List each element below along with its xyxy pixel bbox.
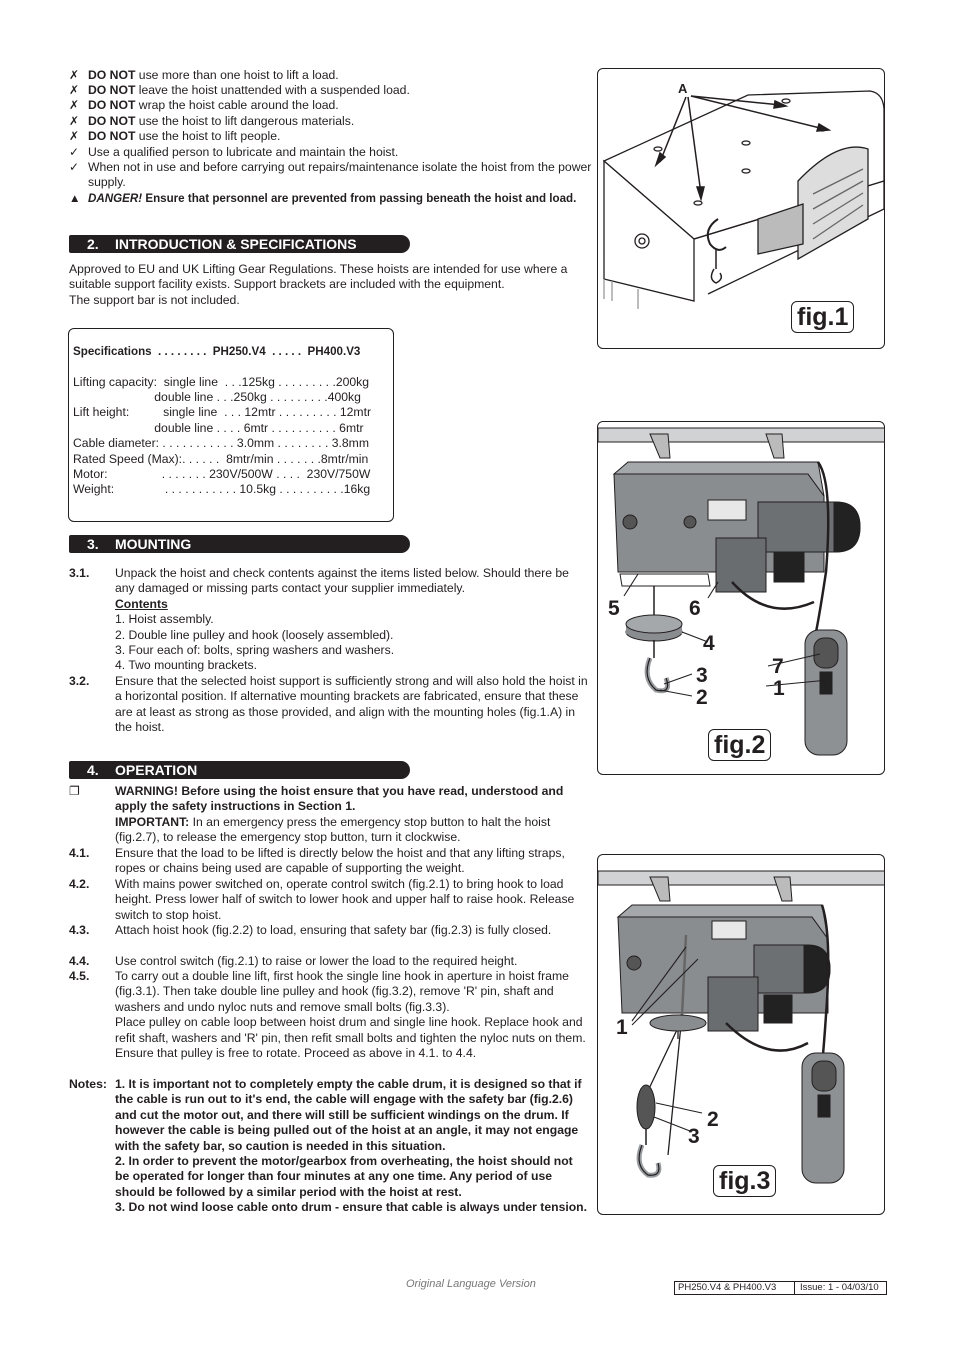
spec-row: double line . . .250kg . . . . . . . . .400kg [73,390,361,404]
item-text: Attach hoist hook (fig.2.2) to load, ensuring that safety bar (fig.2.3) is fully closed. [115,923,552,937]
callout-1: 1 [773,677,785,700]
item-text: Place pulley on cable loop between hoist drum and single line hook. Replace hook and refit shaft, washers and 'R' pin, then refit small bolts and tighten the nyloc nuts on them. Ensure that pulley is free to rotate. Proceed as above in 4.1. to 4.4. [115,1015,586,1061]
spec-header: Specifications . . . . . . . . PH250.V4 . . . . . PH400.V3 [73,345,361,358]
operation-item [69,877,589,923]
item-text: Use control switch (fig.2.1) to raise or lower the load to the required height. [115,954,518,968]
item-number: 3.1. [69,566,90,580]
safety-item [69,160,594,191]
callout-3: 3 [696,664,708,687]
item-number: 3.2. [69,674,90,688]
safety-item [69,98,594,113]
spec-row: Lifting capacity: single line . . .125kg . . . . . . . . .200kg [73,375,370,389]
callout-5: 5 [608,597,620,620]
warning-text: WARNING! Before using the hoist ensure that you have read, understood and apply the safety instructions in Section 1. [115,784,564,814]
do-not-label: DO NOT [88,83,136,97]
notes-block [69,1077,589,1216]
section-title: OPERATION [115,762,198,778]
do-not-label: DO NOT [88,68,136,82]
note-text: 1. It is important not to completely empty the cable drum, it is designed so that if the cable is run out to it's end, the cable will engage with the safety bar (fig.2.6) and cut the motor out, and there will still be sufficient windings on the drum. If however the cable is being pulled out of the hoist at an angle, it may not engage with the safety bar, so caution is needed in this situation. [115,1077,582,1153]
footer-divider [794,1282,795,1294]
callout-6: 6 [689,597,701,620]
section-heading-mounting [69,535,410,553]
mounting-item [69,674,589,736]
safety-item [69,83,594,98]
notes-label: Notes: [69,1077,107,1091]
do-not-label: DO NOT [88,98,136,112]
footer-models: PH250.V4 & PH400.V3 [678,1282,777,1293]
safety-text: wrap the hoist cable around the load. [135,98,339,112]
mounting-item [69,566,589,674]
contents-item: 3. Four each of: bolts, spring washers and washers. [115,643,395,658]
section-title: MOUNTING [115,536,192,552]
safety-text: use the hoist to lift people. [135,129,281,143]
section-title: INTRODUCTION & SPECIFICATIONS [115,236,357,252]
danger-label: DANGER! [88,192,143,205]
check-icon: ✓ [69,145,80,159]
cross-icon: ✗ [69,83,80,97]
spec-row: Lift height: single line . . . 12mtr . . . . . . . . . 12mtr [73,405,372,419]
safety-text: When not in use and before carrying out repairs/maintenance isolate the hoist from the power supply. [88,160,592,190]
safety-item [69,129,594,144]
intro-paragraph: Approved to EU and UK Lifting Gear Regulations. These hoists are intended for use where a suitable support facility exists. Support brackets are included with the equipment. [69,262,568,292]
intro-note: The support bar is not included. [69,293,240,307]
contents-item: 2. Double line pulley and hook (loosely assembled). [115,627,394,642]
spec-row: Rated Speed (Max):. . . . . . 8mtr/min . . . . . . .8mtr/min [73,452,369,466]
safety-text: use more than one hoist to lift a load. [135,68,339,82]
figure-3 [597,854,885,1215]
important-text: In an emergency press the emergency stop button to halt the hoist (fig.2.7), to release the emergency stop button, turn it clockwise. [115,814,551,845]
section-number: 4. [87,762,99,778]
footer-issue: Issue: 1 - 04/03/10 [800,1282,879,1293]
item-text: To carry out a double line lift, first hook the single line hook in aperture in hoist frame (fig.3.1). Then take double line pulley and hook (fig.3.2), remove 'R' pin, shaft and washers and undo nyloc nuts and remove small bolts (fig.3.3). [115,969,569,1014]
hoist-single-line-illustration [598,422,885,775]
safety-item [69,114,594,129]
item-number: 4.2. [69,877,90,891]
warning-triangle-icon: ▲ [69,192,81,205]
note-text: 3. Do not wind loose cable onto drum - ensure that cable is always under tension. [115,1200,588,1215]
item-number: 4.3. [69,923,90,937]
safety-item [69,68,594,83]
cross-icon: ✗ [69,129,80,143]
operation-item [69,846,589,877]
fig3-label: fig.3 [713,1165,776,1197]
item-text: With mains power switched on, operate control switch (fig.2.1) to bring hook to load height. Press lower half of switch to lower hook and upper half to raise hook. Release switch to stop hoist. [115,877,575,922]
safety-item [69,145,594,160]
safety-text: use the hoist to lift dangerous materials. [135,114,355,128]
section-heading-operation [69,761,410,779]
safety-text: leave the hoist unattended with a suspended load. [135,83,410,97]
danger-text: Ensure that personnel are prevented from passing beneath the hoist and load. [142,192,577,205]
item-text: Unpack the hoist and check contents against the items listed below. Should there be any damaged or missing parts contact your supplier immediately. [115,566,569,596]
section-heading-introduction [69,235,410,253]
spec-row: Weight: . . . . . . . . . . . 10.5kg . . . . . . . . . .16kg [73,482,371,496]
item-number: 4.1. [69,846,90,860]
note-text: 2. In order to prevent the motor/gearbox from overheating, the hoist should not be operated for longer than four minutes at any one time. Any period of use should be followed by a similar period with the hoist at rest. [115,1154,573,1199]
warning-block [69,784,589,846]
item-text: Ensure that the selected hoist support is sufficiently strong and will also hold the hoist in a horizontal position. If alternative mounting brackets are fabricated, ensure that these are at least as strong as those provided, and align with the mounting holes (fig.1.A) in the hoist. [115,674,588,735]
do-not-label: DO NOT [88,129,136,143]
callout-2: 2 [707,1108,719,1131]
callout-a: A [678,81,688,96]
contents-heading: Contents [115,596,168,611]
callout-4: 4 [703,632,715,655]
item-text: Ensure that the load to be lifted is directly below the hoist and that any lifting straps, ropes or chains being used are capable of supporting the weight. [115,846,565,876]
operation-item [69,923,589,938]
fig2-label: fig.2 [708,729,771,761]
section-number: 2. [87,236,99,252]
cross-icon: ✗ [69,98,80,112]
danger-item [69,191,594,206]
cross-icon: ✗ [69,68,80,82]
figure-2 [597,421,885,775]
spec-row: Cable diameter: . . . . . . . . . . . 3.0mm . . . . . . . . 3.8mm [73,436,369,450]
contents-item: 4. Two mounting brackets. [115,658,258,673]
callout-7: 7 [772,655,784,678]
do-not-label: DO NOT [88,114,136,128]
operation-item [69,954,589,969]
footer-language: Original Language Version [406,1278,536,1290]
fig1-label: fig.1 [791,301,854,333]
section-number: 3. [87,536,99,552]
contents-item: 1. Hoist assembly. [115,612,214,627]
item-number: 4.5. [69,969,90,983]
footer-reference-box [674,1281,887,1295]
spec-row: double line . . . . 6mtr . . . . . . . . . . 6mtr [73,421,364,435]
checkbox-icon: ❐ [69,784,80,798]
safety-text: Use a qualified person to lubricate and maintain the hoist. [88,145,399,159]
important-label: IMPORTANT: [115,814,190,829]
callout-1: 1 [616,1016,628,1039]
cross-icon: ✗ [69,114,80,128]
figure-1 [597,68,885,349]
check-icon: ✓ [69,160,80,174]
callout-3: 3 [688,1125,700,1148]
specifications-box [68,328,394,522]
spec-row: Motor: . . . . . . . 230V/500W . . . . 230V/750W [73,467,371,481]
callout-2: 2 [696,686,708,709]
hoist-double-line-illustration [598,855,885,1215]
item-number: 4.4. [69,954,90,968]
operation-item [69,969,589,1061]
